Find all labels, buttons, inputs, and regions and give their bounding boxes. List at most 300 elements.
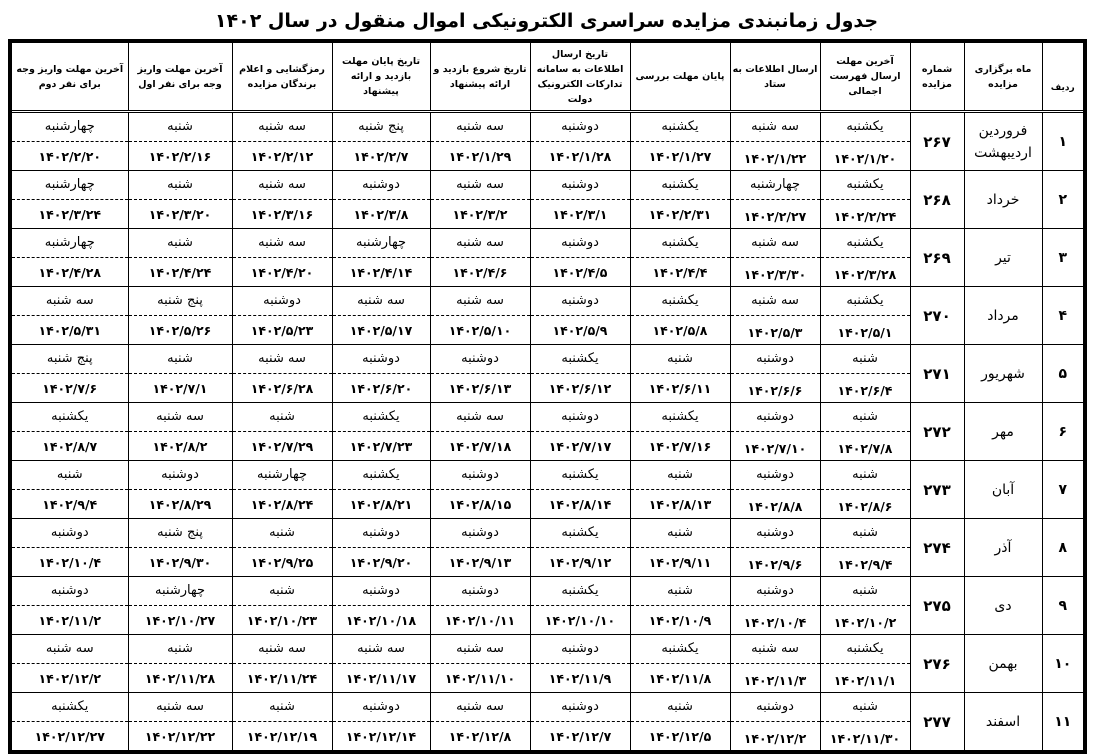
cell-visit-end [332, 112, 430, 171]
weekday: یکشنبه [12, 403, 128, 432]
header-visit-end: تاریخ پایان مهلت بازدید و ارائه پیشنهاد [332, 41, 430, 112]
auction-month: خرداد [964, 171, 1042, 229]
weekday: دوشنبه [431, 577, 530, 606]
auction-number: ۲۷۴ [910, 519, 964, 577]
date: ۱۴۰۲/۳/۱۶ [250, 207, 314, 222]
weekday: سه شنبه [12, 287, 128, 316]
cell-opening-winners [232, 112, 332, 171]
table-row [10, 519, 1085, 577]
weekday: یکشنبه [631, 113, 730, 142]
cell-send-to-hq [730, 577, 820, 635]
date: ۱۴۰۲/۱۱/۲ [38, 613, 102, 628]
weekday: چهارشنبه [12, 229, 128, 258]
cell-review-end [630, 112, 730, 171]
cell-visit-start [430, 287, 530, 345]
cell-send-to-setad [530, 229, 630, 287]
weekday: دوشنبه [531, 635, 630, 664]
weekday: سه شنبه [431, 693, 530, 722]
cell-review-end [630, 519, 730, 577]
date: ۱۴۰۲/۱۱/۳ [743, 673, 807, 688]
cell-send-to-setad [530, 519, 630, 577]
weekday: یکشنبه [531, 345, 630, 374]
weekday: دوشنبه [531, 693, 630, 722]
weekday: سه شنبه [233, 113, 332, 142]
date: ۱۴۰۲/۱۲/۵ [648, 729, 712, 744]
weekday: دوشنبه [731, 577, 820, 606]
header-row [10, 41, 1085, 112]
cell-list-deadline [820, 519, 910, 577]
cell-send-to-setad [530, 345, 630, 403]
weekday: دوشنبه [731, 693, 820, 722]
weekday: شنبه [821, 519, 910, 548]
date: ۱۴۰۲/۷/۱ [152, 381, 208, 396]
header-opening-winners: رمزگشایی و اعلام برندگان مزایده [232, 41, 332, 112]
weekday: دوشنبه [333, 519, 430, 548]
cell-review-end [630, 171, 730, 229]
date: ۱۴۰۲/۶/۲۸ [250, 381, 314, 396]
cell-send-to-hq [730, 171, 820, 229]
header-auction-number: شماره مزایده [910, 41, 964, 112]
header-payment-first: آخرین مهلت واریز وجه برای نفر اول [128, 41, 232, 112]
table-row [10, 403, 1085, 461]
weekday: یکشنبه [821, 229, 910, 258]
date: ۱۴۰۲/۸/۶ [837, 499, 893, 514]
cell-review-end [630, 635, 730, 693]
weekday: شنبه [129, 171, 232, 200]
cell-visit-start [430, 577, 530, 635]
date: ۱۴۰۲/۹/۲۵ [250, 555, 314, 570]
row-number: ۷ [1042, 461, 1085, 519]
cell-review-end [630, 403, 730, 461]
weekday: یکشنبه [531, 461, 630, 490]
auction-number: ۲۶۸ [910, 171, 964, 229]
row-number: ۱۱ [1042, 693, 1085, 753]
date: ۱۴۰۲/۱۰/۴ [743, 615, 807, 630]
auction-number: ۲۷۵ [910, 577, 964, 635]
date: ۱۴۰۲/۸/۲۴ [250, 497, 314, 512]
cell-opening-winners [232, 693, 332, 753]
cell-visit-start [430, 403, 530, 461]
date: ۱۴۰۲/۱۰/۱۱ [444, 613, 516, 628]
cell-visit-end [332, 403, 430, 461]
date: ۱۴۰۲/۲/۱۲ [250, 149, 314, 164]
date: ۱۴۰۲/۵/۱۰ [448, 323, 512, 338]
date: ۱۴۰۲/۶/۴ [837, 383, 893, 398]
cell-review-end [630, 461, 730, 519]
weekday: شنبه [821, 403, 910, 432]
date: ۱۴۰۲/۱۲/۲۷ [34, 729, 105, 744]
cell-payment-second [10, 229, 128, 287]
date: ۱۴۰۲/۶/۶ [747, 383, 803, 398]
cell-payment-second [10, 635, 128, 693]
weekday: دوشنبه [531, 403, 630, 432]
cell-send-to-hq [730, 635, 820, 693]
weekday: دوشنبه [531, 229, 630, 258]
row-number: ۱ [1042, 112, 1085, 171]
date: ۱۴۰۲/۱۱/۱۰ [444, 671, 516, 686]
header-payment-second: آخرین مهلت واریز وجه برای نفر دوم [10, 41, 128, 112]
weekday: سه شنبه [431, 229, 530, 258]
weekday: سه شنبه [431, 171, 530, 200]
date: ۱۴۰۲/۳/۲۰ [148, 207, 212, 222]
auction-number: ۲۷۰ [910, 287, 964, 345]
date: ۱۴۰۲/۱۱/۹ [548, 671, 612, 686]
cell-send-to-setad [530, 171, 630, 229]
weekday: یکشنبه [12, 693, 128, 722]
date: ۱۴۰۲/۱۰/۱۰ [544, 613, 616, 628]
cell-payment-first [128, 171, 232, 229]
weekday: دوشنبه [12, 519, 128, 548]
date: ۱۴۰۲/۳/۳۰ [743, 267, 807, 282]
date: ۱۴۰۲/۱۲/۲۲ [144, 729, 216, 744]
date: ۱۴۰۲/۶/۱۳ [448, 381, 512, 396]
auction-month: تیر [964, 229, 1042, 287]
date: ۱۴۰۲/۳/۸ [353, 207, 409, 222]
date: ۱۴۰۲/۸/۸ [747, 499, 803, 514]
date: ۱۴۰۲/۱۰/۹ [648, 613, 712, 628]
date: ۱۴۰۲/۱۱/۸ [648, 671, 712, 686]
auction-number: ۲۷۶ [910, 635, 964, 693]
date: ۱۴۰۲/۴/۲۰ [250, 265, 314, 280]
weekday: شنبه [12, 461, 128, 490]
date: ۱۴۰۲/۲/۳۱ [648, 207, 712, 222]
cell-visit-start [430, 345, 530, 403]
weekday: یکشنبه [333, 461, 430, 490]
date: ۱۴۰۲/۸/۱۳ [648, 497, 712, 512]
weekday: پنج شنبه [12, 345, 128, 374]
date: ۱۴۰۲/۸/۲۱ [349, 497, 413, 512]
weekday: دوشنبه [731, 403, 820, 432]
weekday: شنبه [129, 635, 232, 664]
cell-payment-second [10, 345, 128, 403]
page-title: جدول زمانبندی مزایده سراسری الکترونیکی اموال منقول در سال ۱۴۰۲ [214, 10, 879, 32]
date: ۱۴۰۲/۹/۱۱ [648, 555, 712, 570]
cell-list-deadline [820, 461, 910, 519]
date: ۱۴۰۲/۷/۱۶ [648, 439, 712, 454]
weekday: چهارشنبه [129, 577, 232, 606]
weekday: یکشنبه [821, 635, 910, 664]
date: ۱۴۰۲/۹/۱۲ [548, 555, 612, 570]
cell-opening-winners [232, 577, 332, 635]
table-row [10, 635, 1085, 693]
date: ۱۴۰۲/۳/۲۴ [38, 207, 102, 222]
cell-payment-second [10, 112, 128, 171]
cell-payment-second [10, 693, 128, 753]
cell-visit-start [430, 519, 530, 577]
date: ۱۴۰۲/۵/۲۳ [250, 323, 314, 338]
date: ۱۴۰۲/۹/۴ [837, 557, 893, 572]
date: ۱۴۰۲/۲/۲۰ [38, 149, 102, 164]
auction-number: ۲۷۲ [910, 403, 964, 461]
weekday: شنبه [631, 345, 730, 374]
cell-send-to-hq [730, 287, 820, 345]
weekday: دوشنبه [129, 461, 232, 490]
cell-payment-first [128, 403, 232, 461]
cell-review-end [630, 287, 730, 345]
weekday: شنبه [233, 403, 332, 432]
date: ۱۴۰۲/۱۰/۱۸ [345, 613, 417, 628]
date: ۱۴۰۲/۱۱/۲۸ [144, 671, 216, 686]
auction-month: مرداد [964, 287, 1042, 345]
cell-list-deadline [820, 229, 910, 287]
weekday: دوشنبه [333, 345, 430, 374]
weekday: یکشنبه [821, 171, 910, 200]
auction-month: آبان [964, 461, 1042, 519]
date: ۱۴۰۲/۴/۱۴ [349, 265, 413, 280]
weekday: شنبه [233, 577, 332, 606]
cell-payment-first [128, 112, 232, 171]
date: ۱۴۰۲/۱۰/۲۷ [144, 613, 216, 628]
cell-visit-end [332, 229, 430, 287]
cell-send-to-setad [530, 287, 630, 345]
weekday: یکشنبه [821, 113, 910, 142]
date: ۱۴۰۲/۱/۲۷ [648, 149, 712, 164]
date: ۱۴۰۲/۵/۳۱ [38, 323, 102, 338]
weekday: سه شنبه [233, 171, 332, 200]
auction-month: اسفند [964, 693, 1042, 753]
cell-send-to-setad [530, 112, 630, 171]
cell-visit-start [430, 229, 530, 287]
cell-payment-first [128, 287, 232, 345]
row-number: ۵ [1042, 345, 1085, 403]
weekday: دوشنبه [531, 171, 630, 200]
weekday: چهارشنبه [233, 461, 332, 490]
weekday: شنبه [821, 577, 910, 606]
date: ۱۴۰۲/۱۰/۴ [38, 555, 102, 570]
cell-send-to-setad [530, 461, 630, 519]
cell-list-deadline [820, 112, 910, 171]
date: ۱۴۰۲/۹/۲۰ [349, 555, 413, 570]
date: ۱۴۰۲/۱۲/۱۹ [246, 729, 318, 744]
cell-send-to-hq [730, 519, 820, 577]
weekday: پنج شنبه [129, 287, 232, 316]
date: ۱۴۰۲/۵/۸ [652, 323, 708, 338]
header-send-to-hq: ارسال اطلاعات به ستاد [730, 41, 820, 112]
cell-send-to-hq [730, 112, 820, 171]
weekday: دوشنبه [233, 287, 332, 316]
date: ۱۴۰۲/۱۱/۲۴ [246, 671, 318, 686]
weekday: یکشنبه [333, 403, 430, 432]
date: ۱۴۰۲/۱۰/۲ [833, 615, 897, 630]
cell-visit-start [430, 635, 530, 693]
cell-visit-start [430, 461, 530, 519]
auction-month: مهر [964, 403, 1042, 461]
weekday: یکشنبه [531, 519, 630, 548]
auction-month: شهریور [964, 345, 1042, 403]
weekday: دوشنبه [531, 113, 630, 142]
weekday: یکشنبه [631, 635, 730, 664]
cell-opening-winners [232, 171, 332, 229]
weekday: یکشنبه [631, 229, 730, 258]
weekday: سه شنبه [731, 635, 820, 664]
weekday: سه شنبه [333, 287, 430, 316]
weekday: شنبه [233, 693, 332, 722]
cell-opening-winners [232, 229, 332, 287]
weekday: چهارشنبه [731, 171, 820, 200]
cell-payment-second [10, 403, 128, 461]
date: ۱۴۰۲/۱۱/۱۷ [345, 671, 417, 686]
weekday: یکشنبه [631, 403, 730, 432]
cell-opening-winners [232, 461, 332, 519]
date: ۱۴۰۲/۸/۲۹ [148, 497, 212, 512]
cell-visit-start [430, 171, 530, 229]
weekday: سه شنبه [233, 345, 332, 374]
weekday: شنبه [129, 345, 232, 374]
cell-payment-first [128, 635, 232, 693]
weekday: شنبه [631, 577, 730, 606]
auction-number: ۲۶۹ [910, 229, 964, 287]
row-number: ۶ [1042, 403, 1085, 461]
cell-payment-first [128, 577, 232, 635]
weekday: سه شنبه [731, 287, 820, 316]
date: ۱۴۰۲/۴/۲۸ [38, 265, 102, 280]
weekday: شنبه [129, 229, 232, 258]
header-month: ماه برگزاری مزایده [964, 41, 1042, 112]
table-row [10, 345, 1085, 403]
cell-payment-first [128, 229, 232, 287]
weekday: سه شنبه [731, 229, 820, 258]
date: ۱۴۰۲/۷/۲۳ [349, 439, 413, 454]
auction-month: فروردین اردیبهشت [964, 112, 1042, 171]
date: ۱۴۰۲/۴/۴ [652, 265, 708, 280]
date: ۱۴۰۲/۸/۲ [152, 439, 208, 454]
auction-month: بهمن [964, 635, 1042, 693]
date: ۱۴۰۲/۲/۲۴ [833, 209, 897, 224]
cell-list-deadline [820, 577, 910, 635]
weekday: شنبه [631, 519, 730, 548]
cell-payment-first [128, 519, 232, 577]
date: ۱۴۰۲/۴/۶ [452, 265, 508, 280]
weekday: شنبه [233, 519, 332, 548]
weekday: پنج شنبه [129, 519, 232, 548]
cell-list-deadline [820, 635, 910, 693]
date: ۱۴۰۲/۱۲/۲ [38, 671, 102, 686]
auction-number: ۲۷۱ [910, 345, 964, 403]
weekday: سه شنبه [129, 693, 232, 722]
weekday: شنبه [631, 461, 730, 490]
cell-send-to-hq [730, 345, 820, 403]
cell-list-deadline [820, 403, 910, 461]
date: ۱۴۰۲/۵/۹ [552, 323, 608, 338]
cell-review-end [630, 577, 730, 635]
date: ۱۴۰۲/۳/۱ [552, 207, 608, 222]
cell-payment-second [10, 577, 128, 635]
date: ۱۴۰۲/۷/۱۰ [743, 441, 807, 456]
cell-opening-winners [232, 635, 332, 693]
weekday: چهارشنبه [12, 113, 128, 142]
table-row [10, 112, 1085, 171]
cell-visit-end [332, 171, 430, 229]
weekday: دوشنبه [333, 577, 430, 606]
date: ۱۴۰۲/۷/۲۹ [250, 439, 314, 454]
date: ۱۴۰۲/۷/۱۸ [448, 439, 512, 454]
table-row [10, 287, 1085, 345]
cell-send-to-hq [730, 229, 820, 287]
cell-opening-winners [232, 287, 332, 345]
weekday: دوشنبه [431, 345, 530, 374]
date: ۱۴۰۲/۵/۳ [747, 325, 803, 340]
weekday: دوشنبه [12, 577, 128, 606]
auction-number: ۲۶۷ [910, 112, 964, 171]
date: ۱۴۰۲/۹/۱۳ [448, 555, 512, 570]
header-list-deadline: آخرین مهلت ارسال فهرست اجمالی [820, 41, 910, 112]
date: ۱۴۰۲/۳/۲۸ [833, 267, 897, 282]
date: ۱۴۰۲/۹/۴ [42, 497, 98, 512]
date: ۱۴۰۲/۸/۱۴ [548, 497, 612, 512]
cell-review-end [630, 345, 730, 403]
date: ۱۴۰۲/۷/۶ [42, 381, 98, 396]
cell-list-deadline [820, 171, 910, 229]
cell-payment-second [10, 287, 128, 345]
weekday: سه شنبه [129, 403, 232, 432]
date: ۱۴۰۲/۵/۲۶ [148, 323, 212, 338]
date: ۱۴۰۲/۱/۲۲ [743, 151, 807, 166]
auction-number: ۲۷۷ [910, 693, 964, 753]
weekday: شنبه [821, 345, 910, 374]
cell-visit-end [332, 287, 430, 345]
header-send-to-setad: تاریخ ارسال اطلاعات به سامانه تدارکات الکترونیک دولت [530, 41, 630, 112]
date: ۱۴۰۲/۱۲/۷ [548, 729, 612, 744]
cell-send-to-setad [530, 577, 630, 635]
cell-send-to-setad [530, 635, 630, 693]
cell-opening-winners [232, 345, 332, 403]
header-review-end: پایان مهلت بررسی [630, 41, 730, 112]
date: ۱۴۰۲/۹/۶ [747, 557, 803, 572]
cell-payment-first [128, 461, 232, 519]
auction-schedule-table [8, 39, 1087, 754]
cell-send-to-hq [730, 461, 820, 519]
date: ۱۴۰۲/۵/۱۷ [349, 323, 413, 338]
weekday: دوشنبه [333, 693, 430, 722]
date: ۱۴۰۲/۱۲/۱۴ [345, 729, 417, 744]
date: ۱۴۰۲/۳/۲ [452, 207, 508, 222]
row-number: ۸ [1042, 519, 1085, 577]
table-row [10, 171, 1085, 229]
date: ۱۴۰۲/۱۱/۱ [833, 673, 897, 688]
weekday: سه شنبه [333, 635, 430, 664]
weekday: سه شنبه [12, 635, 128, 664]
cell-payment-second [10, 461, 128, 519]
weekday: دوشنبه [731, 345, 820, 374]
weekday: دوشنبه [731, 461, 820, 490]
date: ۱۴۰۲/۸/۷ [42, 439, 98, 454]
row-number: ۱۰ [1042, 635, 1085, 693]
weekday: دوشنبه [333, 171, 430, 200]
cell-visit-start [430, 693, 530, 753]
weekday: سه شنبه [431, 287, 530, 316]
header-visit-start: تاریخ شروع بازدید و ارائه پیشنهاد [430, 41, 530, 112]
weekday: سه شنبه [431, 403, 530, 432]
cell-visit-end [332, 577, 430, 635]
cell-visit-end [332, 635, 430, 693]
cell-send-to-setad [530, 403, 630, 461]
weekday: چهارشنبه [333, 229, 430, 258]
date: ۱۴۰۲/۷/۱۷ [548, 439, 612, 454]
date: ۱۴۰۲/۱۲/۲ [743, 731, 807, 746]
auction-number: ۲۷۳ [910, 461, 964, 519]
row-number: ۲ [1042, 171, 1085, 229]
date: ۱۴۰۲/۷/۸ [837, 441, 893, 456]
cell-list-deadline [820, 345, 910, 403]
weekday: دوشنبه [731, 519, 820, 548]
date: ۱۴۰۲/۱۲/۸ [448, 729, 512, 744]
auction-month: آذر [964, 519, 1042, 577]
weekday: یکشنبه [821, 287, 910, 316]
cell-payment-second [10, 171, 128, 229]
date: ۱۴۰۲/۸/۱۵ [448, 497, 512, 512]
header-row-number: ردیف [1042, 41, 1085, 112]
cell-visit-end [332, 693, 430, 753]
